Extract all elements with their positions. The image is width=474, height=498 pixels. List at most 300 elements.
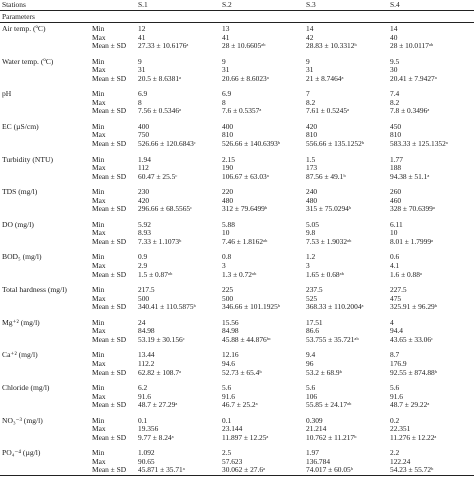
cell-s3: 106	[306, 392, 318, 401]
stat-label: Max	[92, 33, 106, 42]
parameter-name-spacer	[0, 205, 92, 219]
table-row-min	[0, 415, 474, 426]
stat-label: Min	[92, 154, 105, 164]
parameter-name: Turbidity (NTU)	[2, 154, 53, 164]
stat-label: Mean ± SD	[92, 303, 127, 312]
table-row-min	[0, 88, 474, 99]
column-header-s3: S.3	[306, 0, 390, 11]
cell-s4: 4.1	[390, 262, 400, 271]
cell-s4: 325.91 ± 96.29ᵇ	[390, 303, 437, 312]
table-row-max	[0, 262, 474, 271]
cell-s2: 12.16	[222, 350, 239, 360]
cell-s2: 11.897 ± 12.25ᵃ	[222, 433, 269, 442]
table-row-max	[0, 360, 474, 369]
cell-s3: 368.33 ± 110.2004ᵃ	[306, 303, 364, 312]
cell-s4: 122.24	[390, 457, 411, 466]
cell-s4: 4	[390, 317, 394, 327]
cell-s2: 46.7 ± 25.2ᵃ	[222, 401, 258, 410]
cell-s3: 420	[306, 121, 318, 131]
cell-s3: 86.6	[306, 327, 319, 336]
cell-s2: 31	[222, 66, 230, 75]
table-row-mean	[0, 205, 474, 219]
table-row-max	[0, 295, 474, 304]
cell-s3: 53.755 ± 35.721ᵃᵇ	[306, 335, 359, 344]
cell-s4: 810	[390, 131, 402, 140]
table-row-max	[0, 99, 474, 108]
table-body	[0, 23, 474, 476]
stat-label: Max	[92, 327, 106, 336]
cell-s3: 96	[306, 359, 314, 368]
cell-s3: 53.2 ± 68.9ᵇ	[306, 368, 342, 377]
column-header-s4: S.4	[390, 0, 474, 11]
column-header-s2: S.2	[222, 0, 306, 11]
cell-s2: 6.9	[222, 89, 232, 99]
table-row-max	[0, 458, 474, 467]
cell-s1: 62.82 ± 108.7ᵃ	[138, 368, 182, 377]
table-row-max	[0, 229, 474, 238]
cell-s2: 1.3 ± 0.72ᵃᵇ	[222, 270, 257, 279]
parameter-name-spacer	[0, 42, 92, 56]
table-row-mean	[0, 401, 474, 415]
cell-s2: 106.67 ± 63.03ᵃ	[222, 172, 269, 181]
stat-label: Max	[92, 66, 106, 75]
cell-s2: 400	[222, 121, 234, 131]
cell-s2: 220	[222, 187, 234, 197]
stat-label: Min	[92, 285, 105, 295]
cell-s3: 28.83 ± 10.3312ᵇ	[306, 42, 357, 51]
stat-label: Max	[92, 131, 106, 140]
cell-s4: 94.38 ± 51.1ᵃ	[390, 172, 430, 181]
table-row-max	[0, 131, 474, 140]
table-row-mean	[0, 271, 474, 285]
cell-s3: 1.65 ± 0.68ᵃᵇ	[306, 270, 344, 279]
cell-s4: 5.6	[390, 383, 400, 393]
stat-label: Mean ± SD	[92, 74, 127, 83]
cell-s2: 190	[222, 164, 234, 173]
stat-label: Max	[92, 457, 106, 466]
cell-s4: 92.55 ± 874.88ᵇ	[390, 368, 437, 377]
cell-s1: 500	[138, 294, 150, 303]
cell-s1: 5.92	[138, 219, 151, 229]
parameter-name: EC (µS/cm)	[2, 121, 39, 131]
parameter-name: Total hardness (mg/l)	[2, 285, 67, 295]
table-row-mean	[0, 75, 474, 89]
cell-s4: 8.01 ± 1.7999ᵃ	[390, 237, 434, 246]
cell-s1: 13.44	[138, 350, 155, 360]
cell-s3: 556.66 ± 135.1252ᵇ	[306, 140, 365, 149]
stat-label: Min	[92, 89, 105, 99]
cell-s3: 0.309	[306, 415, 323, 425]
parameter-name-spacer	[0, 425, 92, 434]
cell-s2: 41	[222, 33, 230, 42]
cell-s4: 0.2	[390, 415, 400, 425]
parameter-name: pH	[2, 89, 12, 99]
stat-label: Mean ± SD	[92, 107, 127, 116]
stat-label: Min	[92, 383, 105, 393]
cell-s4: 583.33 ± 125.1352ᵃ	[390, 140, 448, 149]
stat-label: Max	[92, 294, 106, 303]
cell-s1: 7.33 ± 1.1073ᵇ	[138, 237, 182, 246]
cell-s4: 188	[390, 164, 402, 173]
parameter-name: Water temp. (ºC)	[2, 56, 54, 66]
stat-label: Mean ± SD	[92, 466, 138, 475]
parameter-name-spacer	[0, 99, 92, 108]
cell-s1: 7.56 ± 0.5346ᵃ	[138, 107, 182, 116]
cell-s1: 0.9	[138, 252, 148, 262]
cell-s1: 24	[138, 317, 146, 327]
cell-s4: 460	[390, 196, 402, 205]
cell-s4: 8.2	[390, 98, 400, 107]
cell-s1: 9	[138, 56, 142, 66]
cell-s1: 0.1	[138, 415, 148, 425]
stat-label: Max	[92, 164, 106, 173]
cell-s1: 27.33 ± 10.6176ᵃ	[138, 42, 189, 51]
cell-s3: 17.51	[306, 317, 323, 327]
stat-label: Min	[92, 252, 105, 262]
cell-s1: 91.6	[138, 392, 151, 401]
cell-s4: 9.5	[390, 56, 400, 66]
table-row-min	[0, 56, 474, 67]
stat-label: Min	[92, 187, 105, 197]
parameter-name: PO₄⁻⁴ (µg/l)	[2, 448, 41, 458]
cell-s3: 10.762 ± 11.217ᵇ	[306, 433, 357, 442]
parameter-name: NO₃⁻³ (mg/l)	[2, 415, 43, 425]
cell-s4: 260	[390, 187, 402, 197]
stat-label: Mean ± SD	[92, 270, 127, 279]
stat-label: Max	[92, 359, 106, 368]
parameter-name-spacer	[0, 173, 92, 187]
cell-s4: 450	[390, 121, 402, 131]
cell-s1: 60.47 ± 25.5ᶜ	[138, 172, 178, 181]
stat-label: Mean ± SD	[92, 205, 127, 214]
parameter-name: BOD₅ (mg/l)	[2, 252, 42, 262]
cell-s4: 328 ± 70.6399ᵃ	[390, 205, 435, 214]
stat-label: Mean ± SD	[92, 172, 127, 181]
cell-s1: 112	[138, 164, 149, 173]
table-row-max	[0, 327, 474, 336]
stat-label: Min	[92, 350, 105, 360]
cell-s1: 20.5 ± 8.6381ᵃ	[138, 74, 182, 83]
stat-label: Max	[92, 392, 106, 401]
stat-label: Mean ± SD	[92, 42, 127, 51]
cell-s1: 296.66 ± 68.5565ᶜ	[138, 205, 192, 214]
table-row-min	[0, 317, 474, 328]
cell-s4: 176.9	[390, 359, 407, 368]
parameter-name-spacer	[0, 140, 92, 154]
cell-s1: 1.5 ± 0.87ᵃᵇ	[138, 270, 173, 279]
table-row-max	[0, 164, 474, 173]
stat-label: Mean ± SD	[92, 140, 127, 149]
table-row-min	[0, 447, 474, 458]
cell-s1: 400	[138, 121, 150, 131]
cell-s3: 7.61 ± 0.5245ᵃ	[306, 107, 350, 116]
cell-s2: 10	[222, 229, 230, 238]
cell-s1: 9.77 ± 8.24ᵃ	[138, 433, 174, 442]
cell-s1: 340.41 ± 110.5875ᵇ	[138, 303, 196, 312]
cell-s2: 45.88 ± 44.876ᵇᶜ	[222, 335, 271, 344]
cell-s1: 84.98	[138, 327, 155, 336]
parameter-name-spacer	[0, 393, 92, 402]
cell-s3: 3	[306, 262, 310, 271]
cell-s1: 217.5	[138, 285, 155, 295]
cell-s4: 7.8 ± 0.3496ᵃ	[390, 107, 430, 116]
parameter-name-spacer	[0, 327, 92, 336]
stat-label: Mean ± SD	[92, 433, 127, 442]
cell-s4: 43.65 ± 33.06ᶜ	[390, 335, 433, 344]
cell-s2: 7.46 ± 1.8162ᵃᵇ	[222, 237, 268, 246]
stat-label: Max	[92, 425, 106, 434]
parameter-name-spacer	[0, 75, 92, 89]
cell-s2: 0.8	[222, 252, 232, 262]
cell-s2: 30.062 ± 27.6ᵃ	[222, 466, 306, 475]
parameter-name-spacer	[0, 295, 92, 304]
stat-label: Mean ± SD	[92, 401, 127, 410]
table-row-mean	[0, 336, 474, 350]
parameter-name-spacer	[0, 34, 92, 43]
cell-s3: 21 ± 8.7464ᵃ	[306, 74, 344, 83]
cell-s4: 14	[390, 24, 398, 33]
parameter-name: Ca⁺² (mg/l)	[2, 350, 38, 360]
cell-s1: 31	[138, 66, 146, 75]
cell-s3: 74.017 ± 60.05ᵇ	[306, 466, 390, 475]
stat-label: Max	[92, 196, 106, 205]
cell-s3: 7.53 ± 1.9032ᵃᵇ	[306, 237, 352, 246]
cell-s2: 5.88	[222, 219, 235, 229]
cell-s4: 54.23 ± 55.72ᵇ	[390, 466, 474, 475]
cell-s1: 19.356	[138, 425, 159, 434]
table-row-min	[0, 382, 474, 393]
cell-s4: 7.4	[390, 89, 400, 99]
cell-s4: 2.2	[390, 448, 400, 458]
cell-s3: 5.6	[306, 383, 316, 393]
cell-s4: 6.11	[390, 219, 403, 229]
stations-label: Stations	[0, 0, 92, 11]
table-row-mean	[0, 140, 474, 154]
cell-s1: 41	[138, 33, 146, 42]
cell-s3: 173	[306, 164, 318, 173]
parameter-name-spacer	[0, 238, 92, 252]
cell-s4: 1.6 ± 0.88ᵃ	[390, 270, 422, 279]
cell-s2: 2.5	[222, 448, 232, 458]
cell-s2: 15.56	[222, 317, 239, 327]
parameter-name-spacer	[0, 434, 92, 448]
cell-s1: 230	[138, 187, 150, 197]
cell-s4: 20.41 ± 7.9427ᵃ	[390, 74, 437, 83]
table-row-mean	[0, 369, 474, 383]
cell-s4: 48.7 ± 29.22ᵃ	[390, 401, 430, 410]
table-row-max	[0, 425, 474, 434]
cell-s3: 315 ± 75.0294ᵇ	[306, 205, 352, 214]
table-row-min	[0, 251, 474, 262]
cell-s1: 750	[138, 131, 150, 140]
cell-s3: 55.85 ± 24.17ᵃᵇ	[306, 401, 352, 410]
stat-label: Mean ± SD	[92, 368, 127, 377]
cell-s4: 30	[390, 66, 398, 75]
parameters-label: Parameters	[0, 11, 474, 23]
parameter-name-spacer	[0, 401, 92, 415]
cell-s2: 2.15	[222, 154, 235, 164]
stat-label: Max	[92, 229, 106, 238]
cell-s3: 1.2	[306, 252, 316, 262]
cell-s2: 0.1	[222, 415, 232, 425]
cell-s1: 112.2	[138, 359, 155, 368]
parameter-name-spacer	[0, 229, 92, 238]
cell-s3: 8.2	[306, 98, 316, 107]
parameter-name: DO (mg/l)	[2, 219, 34, 229]
cell-s2: 7.6 ± 0.5357ᵃ	[222, 107, 262, 116]
cell-s4: 94.4	[390, 327, 403, 336]
cell-s2: 500	[222, 294, 234, 303]
table-row-min	[0, 121, 474, 132]
parameter-name-spacer	[0, 303, 92, 317]
cell-s3: 480	[306, 196, 318, 205]
cell-s2: 480	[222, 196, 234, 205]
table-row-min	[0, 154, 474, 165]
cell-s4: 11.276 ± 12.22ᵃ	[390, 433, 437, 442]
table-row-mean	[0, 466, 474, 475]
cell-s4: 28 ± 10.0117ᵃᵇ	[390, 42, 434, 51]
cell-s4: 475	[390, 294, 402, 303]
cell-s1: 1.092	[138, 448, 155, 458]
parameter-name-spacer	[0, 197, 92, 206]
cell-s1: 526.66 ± 120.6843ᶜ	[138, 140, 196, 149]
parameter-name-spacer	[0, 369, 92, 383]
cell-s2: 526.66 ± 140.6393ᵇ	[222, 140, 281, 149]
table-row-mean	[0, 434, 474, 448]
cell-s4: 1.77	[390, 154, 403, 164]
column-header-s1: S.1	[138, 0, 222, 11]
table-row-mean	[0, 303, 474, 317]
table-row-min	[0, 284, 474, 295]
cell-s3: 240	[306, 187, 318, 197]
stat-label: Mean ± SD	[92, 237, 127, 246]
table-row-min	[0, 186, 474, 197]
cell-s2: 57.623	[222, 457, 243, 466]
stat-label: Min	[92, 415, 105, 425]
table-header	[0, 0, 474, 23]
stat-label: Min	[92, 219, 105, 229]
cell-s2: 312 ± 79.6499ᵇ	[222, 205, 268, 214]
cell-s3: 14	[306, 24, 314, 33]
cell-s1: 45.871 ± 35.71ᵃ	[138, 466, 222, 475]
parameter-name-spacer	[0, 107, 92, 121]
cell-s4: 91.6	[390, 392, 403, 401]
cell-s2: 20.66 ± 8.6023ᵃ	[222, 74, 269, 83]
cell-s2: 23.144	[222, 425, 243, 434]
cell-s3: 237.5	[306, 285, 323, 295]
cell-s3: 42	[306, 33, 314, 42]
cell-s2: 5.6	[222, 383, 232, 393]
cell-s1: 2.9	[138, 262, 148, 271]
cell-s2: 91.6	[222, 392, 235, 401]
cell-s3: 5.05	[306, 219, 319, 229]
table-row-mean	[0, 238, 474, 252]
cell-s3: 87.56 ± 49.1ᵇ	[306, 172, 346, 181]
cell-s3: 7	[306, 89, 310, 99]
stat-label: Min	[92, 24, 105, 33]
cell-s4: 10	[390, 229, 398, 238]
cell-s1: 6.9	[138, 89, 148, 99]
table-row-min	[0, 23, 474, 34]
table-row-min	[0, 349, 474, 360]
stat-label: Max	[92, 98, 106, 107]
cell-s4: 0.6	[390, 252, 400, 262]
cell-s3: 9.8	[306, 229, 316, 238]
cell-s4: 22.351	[390, 425, 411, 434]
parameter-name: TDS (mg/l)	[2, 187, 38, 197]
cell-s1: 6.2	[138, 383, 148, 393]
cell-s3: 810	[306, 131, 318, 140]
cell-s2: 84.98	[222, 327, 239, 336]
parameter-name-spacer	[0, 360, 92, 369]
cell-s3: 21.214	[306, 425, 327, 434]
cell-s2: 810	[222, 131, 234, 140]
stat-label: Min	[92, 121, 105, 131]
cell-s3: 525	[306, 294, 318, 303]
cell-s2: 9	[222, 56, 226, 66]
parameter-name-spacer	[0, 262, 92, 271]
table-row-mean	[0, 42, 474, 56]
parameter-name-spacer	[0, 131, 92, 140]
cell-s2: 13	[222, 24, 230, 33]
cell-s1: 420	[138, 196, 150, 205]
cell-s4: 40	[390, 33, 398, 42]
cell-s1: 90.65	[138, 457, 155, 466]
cell-s2: 3	[222, 262, 226, 271]
cell-s1: 1.94	[138, 154, 151, 164]
cell-s4: 8.7	[390, 350, 400, 360]
cell-s2: 346.66 ± 101.1925ᵇ	[222, 303, 281, 312]
parameter-name-spacer	[0, 66, 92, 75]
parameter-name-spacer	[0, 336, 92, 350]
cell-s1: 12	[138, 24, 146, 33]
parameter-name: Mg⁺² (mg/l)	[2, 317, 40, 327]
table-row-max	[0, 393, 474, 402]
stat-label: Mean ± SD	[92, 335, 127, 344]
parameter-name-spacer	[0, 271, 92, 285]
stat-label: Min	[92, 317, 105, 327]
table-row-mean	[0, 173, 474, 187]
cell-s2: 8	[222, 98, 226, 107]
stat-label: Min	[92, 448, 105, 458]
cell-s1: 48.7 ± 27.29ᵃ	[138, 401, 178, 410]
cell-s4: 227.5	[390, 285, 407, 295]
cell-s1: 8	[138, 98, 142, 107]
cell-s2: 94.6	[222, 359, 235, 368]
table-row-max	[0, 197, 474, 206]
parameter-name-spacer	[0, 458, 92, 467]
cell-s3: 31	[306, 66, 314, 75]
stat-label: Max	[92, 262, 106, 271]
table-row-mean	[0, 107, 474, 121]
table-row-min	[0, 219, 474, 230]
cell-s3: 1.97	[306, 448, 319, 458]
table-row-max	[0, 66, 474, 75]
parameter-name: Chloride (mg/l)	[2, 383, 50, 393]
cell-s3: 136.784	[306, 457, 331, 466]
cell-s1: 8.93	[138, 229, 151, 238]
parameter-name-spacer	[0, 466, 92, 475]
cell-s3: 1.5	[306, 154, 316, 164]
cell-s3: 9	[306, 56, 310, 66]
cell-s2: 52.73 ± 65.4ᵇ	[222, 368, 262, 377]
cell-s2: 225	[222, 285, 234, 295]
table-row-max	[0, 34, 474, 43]
stat-label: Min	[92, 56, 105, 66]
parameter-name-spacer	[0, 164, 92, 173]
cell-s2: 28 ± 10.6605ᵃᵇ	[222, 42, 266, 51]
parameter-name: Air temp. (ºC)	[2, 24, 46, 33]
